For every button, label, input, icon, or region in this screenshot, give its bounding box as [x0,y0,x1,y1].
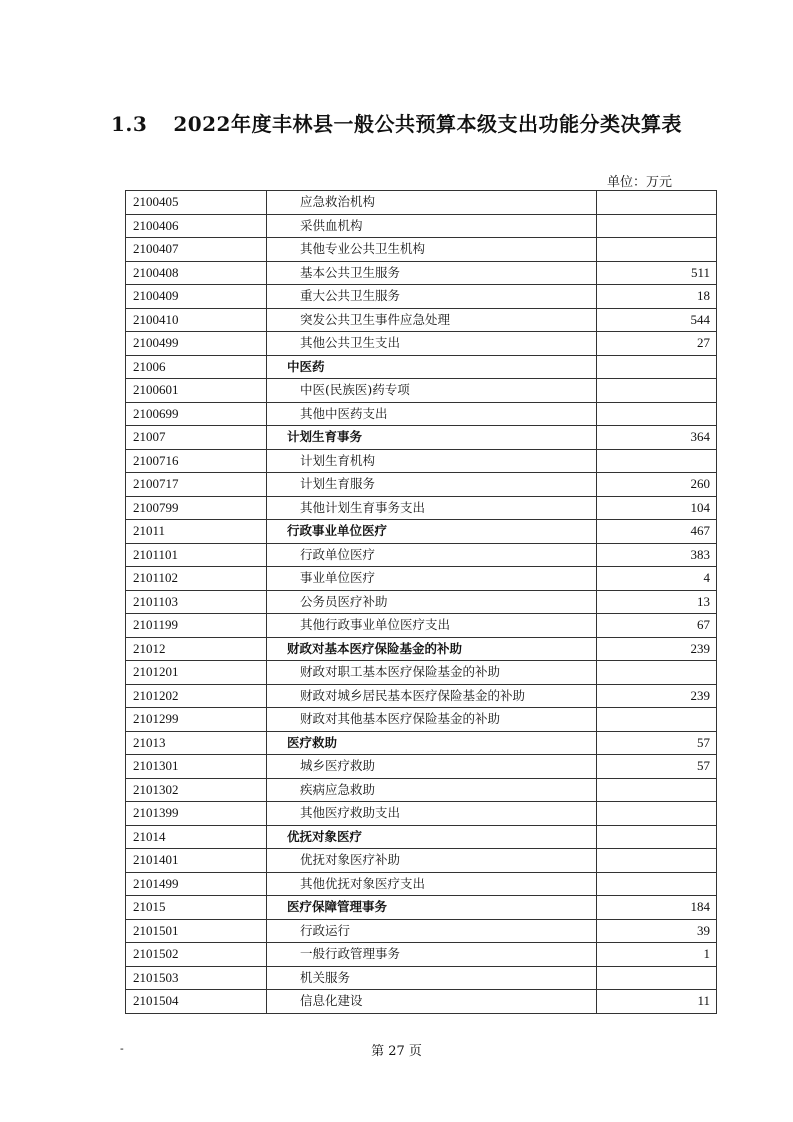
row-code: 2101102 [126,567,267,591]
table-row [126,590,717,614]
table-row [126,520,717,544]
table-row [126,708,717,732]
row-amount: 67 [597,614,717,638]
row-code: 2101502 [126,943,267,967]
row-name: 计划生育机构 [267,449,597,473]
table-row [126,778,717,802]
row-amount: 39 [597,919,717,943]
row-name: 重大公共卫生服务 [267,285,597,309]
row-code: 21011 [126,520,267,544]
table-row [126,966,717,990]
row-name: 其他计划生育事务支出 [267,496,597,520]
row-amount [597,966,717,990]
row-name: 其他专业公共卫生机构 [267,238,597,262]
table-row [126,755,717,779]
row-amount: 4 [597,567,717,591]
table-row [126,849,717,873]
row-name: 信息化建设 [267,990,597,1014]
row-name: 行政运行 [267,919,597,943]
row-name: 一般行政管理事务 [267,943,597,967]
table-row [126,379,717,403]
table-row [126,496,717,520]
row-name: 疾病应急救助 [267,778,597,802]
table-row [126,614,717,638]
row-code: 2100407 [126,238,267,262]
title-text: 2022年度丰林县一般公共预算本级支出功能分类决算表 [173,112,682,136]
row-name: 医疗救助 [267,731,597,755]
row-amount: 239 [597,637,717,661]
row-code: 21013 [126,731,267,755]
row-amount: 57 [597,755,717,779]
row-amount: 383 [597,543,717,567]
page-number: 第 27 页 [371,1044,422,1059]
row-code: 2101199 [126,614,267,638]
row-amount [597,802,717,826]
row-amount: 184 [597,896,717,920]
row-amount [597,238,717,262]
budget-table [125,190,717,1014]
row-code: 2100499 [126,332,267,356]
row-name: 医疗保障管理事务 [267,896,597,920]
row-name: 公务员医疗补助 [267,590,597,614]
row-name: 事业单位医疗 [267,567,597,591]
table-row [126,825,717,849]
row-name: 其他医疗救助支出 [267,802,597,826]
row-name: 行政事业单位医疗 [267,520,597,544]
row-name: 行政单位医疗 [267,543,597,567]
row-amount [597,825,717,849]
row-name: 突发公共卫生事件应急处理 [267,308,597,332]
table-row [126,919,717,943]
row-name: 财政对城乡居民基本医疗保险基金的补助 [267,684,597,708]
row-code: 2101501 [126,919,267,943]
row-amount: 364 [597,426,717,450]
row-name: 财政对基本医疗保险基金的补助 [267,637,597,661]
unit-label: 单位：万元 [606,175,672,190]
table-row [126,285,717,309]
row-amount [597,778,717,802]
row-code: 2101499 [126,872,267,896]
table-row [126,990,717,1014]
row-amount: 57 [597,731,717,755]
row-amount: 11 [597,990,717,1014]
row-code: 2100409 [126,285,267,309]
row-code: 2101201 [126,661,267,685]
row-code: 2100716 [126,449,267,473]
row-code: 2101401 [126,849,267,873]
row-name: 采供血机构 [267,214,597,238]
row-name: 其他优抚对象医疗支出 [267,872,597,896]
page-title [0,108,793,137]
row-code: 21006 [126,355,267,379]
table-row [126,661,717,685]
table-row [126,402,717,426]
row-code: 2101299 [126,708,267,732]
table-row [126,261,717,285]
table-row [126,731,717,755]
row-code: 2100410 [126,308,267,332]
row-name: 其他行政事业单位医疗支出 [267,614,597,638]
row-name: 应急救治机构 [267,191,597,215]
table-row [126,896,717,920]
row-code: 2101101 [126,543,267,567]
table-row [126,543,717,567]
row-amount [597,355,717,379]
table-row [126,355,717,379]
row-name: 优抚对象医疗补助 [267,849,597,873]
table-row [126,191,717,215]
row-amount [597,214,717,238]
row-code: 2101503 [126,966,267,990]
row-code: 2100405 [126,191,267,215]
row-name: 优抚对象医疗 [267,825,597,849]
row-code: 2100699 [126,402,267,426]
footer-dash: - [120,1042,124,1055]
row-code: 2100601 [126,379,267,403]
row-code: 2101103 [126,590,267,614]
table-row [126,567,717,591]
row-amount [597,872,717,896]
row-name: 其他中医药支出 [267,402,597,426]
row-name: 基本公共卫生服务 [267,261,597,285]
table-row [126,802,717,826]
section-number: 1.3 [111,112,148,136]
row-amount: 18 [597,285,717,309]
row-amount: 511 [597,261,717,285]
table-body [126,191,717,1014]
table-row [126,943,717,967]
row-amount [597,661,717,685]
row-code: 21012 [126,637,267,661]
table-row [126,426,717,450]
row-amount: 1 [597,943,717,967]
table-row [126,238,717,262]
table-row [126,214,717,238]
table-row [126,449,717,473]
row-code: 2101302 [126,778,267,802]
table-row [126,332,717,356]
row-code: 2100408 [126,261,267,285]
row-amount: 13 [597,590,717,614]
row-name: 计划生育服务 [267,473,597,497]
row-name: 财政对职工基本医疗保险基金的补助 [267,661,597,685]
row-amount: 239 [597,684,717,708]
row-amount: 260 [597,473,717,497]
row-amount [597,191,717,215]
row-name: 城乡医疗救助 [267,755,597,779]
row-amount [597,449,717,473]
table-row [126,872,717,896]
row-code: 2100717 [126,473,267,497]
row-name: 中医(民族医)药专项 [267,379,597,403]
row-code: 2101504 [126,990,267,1014]
row-code: 21015 [126,896,267,920]
table-row [126,684,717,708]
row-amount: 27 [597,332,717,356]
row-amount [597,379,717,403]
row-code: 21007 [126,426,267,450]
table-row [126,637,717,661]
row-name: 财政对其他基本医疗保险基金的补助 [267,708,597,732]
row-name: 计划生育事务 [267,426,597,450]
row-code: 2101301 [126,755,267,779]
row-code: 2101202 [126,684,267,708]
row-amount [597,849,717,873]
row-code: 2101399 [126,802,267,826]
row-amount: 104 [597,496,717,520]
row-name: 其他公共卫生支出 [267,332,597,356]
row-code: 21014 [126,825,267,849]
row-amount [597,708,717,732]
row-amount [597,402,717,426]
row-amount: 467 [597,520,717,544]
table-row [126,308,717,332]
row-amount: 544 [597,308,717,332]
row-name: 机关服务 [267,966,597,990]
row-name: 中医药 [267,355,597,379]
row-code: 2100406 [126,214,267,238]
table-row [126,473,717,497]
row-code: 2100799 [126,496,267,520]
